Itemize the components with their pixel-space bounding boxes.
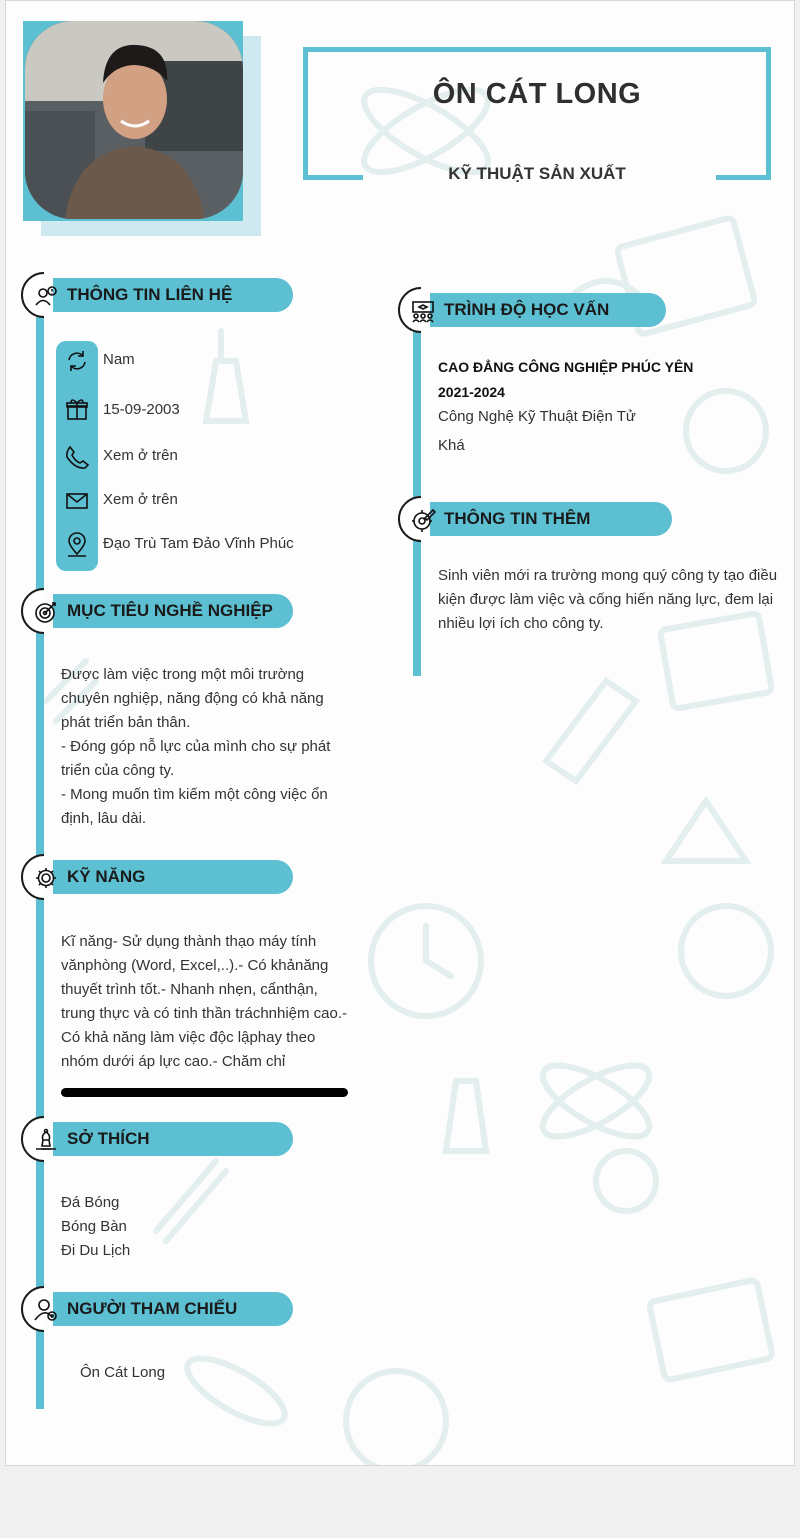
- section-title-objective: MỤC TIÊU NGHỀ NGHIỆP: [53, 594, 293, 628]
- section-title-extra: THÔNG TIN THÊM: [430, 502, 672, 536]
- phone-icon: [64, 444, 90, 470]
- hobby-item: Đi Du Lịch: [61, 1242, 131, 1259]
- settings-pen-icon: [410, 507, 436, 533]
- section-header-contact: [23, 278, 303, 312]
- cv-page: [5, 0, 795, 1466]
- mail-icon: [64, 488, 90, 514]
- objective-text: Được làm việc trong một môi trường chuyên nghiệp, năng động có khả năng phát triển bản thân. - Đóng góp nỗ lực của mình cho sự phát triển của công ty. - Mong muốn tìm kiếm một công việc ổn định, lâu dài.: [61, 666, 331, 827]
- section-header-extra: [400, 502, 680, 536]
- name-box: [303, 47, 771, 183]
- hobby-item: Bóng Bàn: [61, 1218, 127, 1235]
- contact-person-icon: [33, 283, 59, 309]
- target-icon: [33, 599, 59, 625]
- section-header-skills: [23, 860, 303, 894]
- right-timeline: [413, 311, 421, 676]
- reference-person-icon: [33, 1297, 59, 1323]
- contact-email: Xem ở trên: [103, 491, 178, 508]
- hobbies-list: [61, 1191, 130, 1263]
- section-title-hobbies: SỞ THÍCH: [53, 1122, 293, 1156]
- skills-text: Kĩ năng- Sử dụng thành thạo máy tính vănphòng (Word, Excel,..).- Có khảnăng thuyết trình tốt.- Nhanh nhẹn, cẩnthận, trung thực và có tinh thần tráchnhiệm cao.- Có khả năng làm việc độc lậphay theo nhóm dưới áp lực cao.- Chăm chỉ: [61, 933, 348, 1070]
- candidate-name: ÔN CÁT LONG: [432, 78, 642, 110]
- section-header-hobbies: [23, 1122, 303, 1156]
- section-header-education: [400, 293, 680, 327]
- education-grade: Khá: [438, 437, 465, 454]
- extra-text: Sinh viên mới ra trường mong quý công ty tạo điều kiện được làm việc và cống hiến năng lực, đem lại nhiều lợi ích cho công ty.: [438, 567, 778, 632]
- contact-birthday: 15-09-2003: [103, 401, 180, 418]
- section-header-objective: [23, 594, 303, 628]
- job-title: KỸ THUẬT SẢN XUẤT: [448, 164, 626, 183]
- education-years: 2021-2024: [438, 384, 505, 400]
- contact-address: Đạo Trù Tam Đảo Vĩnh Phúc: [103, 535, 294, 552]
- section-title-contact: THÔNG TIN LIÊN HỆ: [53, 278, 293, 312]
- section-title-references: NGƯỜI THAM CHIẾU: [53, 1292, 293, 1326]
- contact-gender: Nam: [103, 351, 135, 368]
- education-icon: [410, 298, 436, 324]
- gear-icon: [33, 865, 59, 891]
- skill-level-bar: [61, 1088, 348, 1097]
- hobby-item: Đá Bóng: [61, 1194, 120, 1211]
- section-header-references: [23, 1292, 303, 1326]
- gender-icon: [64, 348, 90, 374]
- education-major: Công Nghệ Kỹ Thuật Điện Tử: [438, 408, 636, 425]
- contact-phone: Xem ở trên: [103, 447, 178, 464]
- reference-name: Ôn Cát Long: [80, 1364, 166, 1381]
- gift-icon: [64, 396, 90, 422]
- location-icon: [64, 532, 90, 558]
- left-timeline: [36, 296, 44, 1409]
- chess-icon: [33, 1127, 59, 1153]
- section-title-skills: KỸ NĂNG: [53, 860, 293, 894]
- profile-photo: [25, 21, 243, 219]
- education-school: CAO ĐẲNG CÔNG NGHIỆP PHÚC YÊN: [438, 359, 694, 375]
- section-title-education: TRÌNH ĐỘ HỌC VẤN: [430, 293, 666, 327]
